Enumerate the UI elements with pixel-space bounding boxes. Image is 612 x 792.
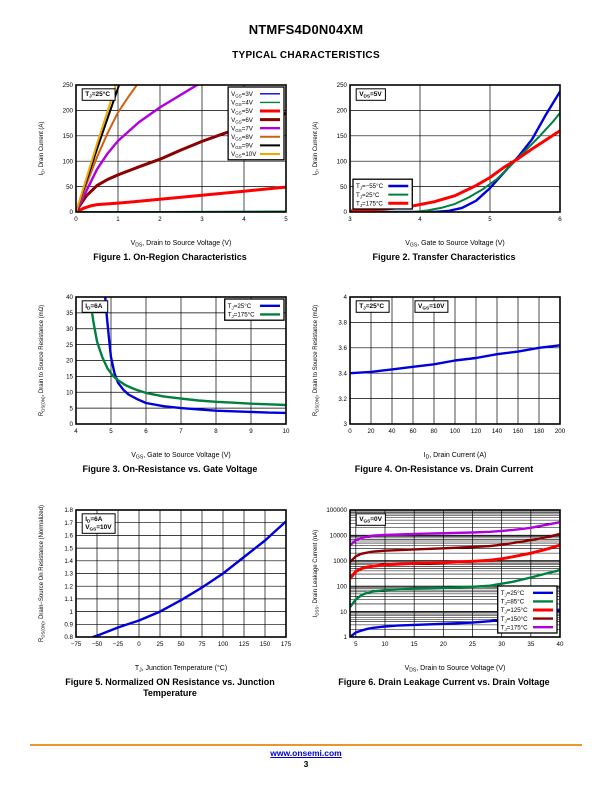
annotation-text: $V_{DS}=5V$ [359,90,382,99]
svg-text:TJ=175°C: $T_J=175^\circ C$ [227,311,255,320]
figure-6-caption: Figure 6. Drain Leakage Current vs. Drain Voltage [338,677,550,687]
svg-text:15: 15 [410,641,418,648]
svg-text:75: 75 [198,641,206,648]
svg-text:0: 0 [348,428,352,435]
svg-text:0: 0 [343,209,347,217]
svg-text:TJ=150°C: $T_J=150^\circ C$ [500,615,528,624]
svg-text:100000: 100000 [326,507,347,515]
svg-text:0.8: 0.8 [64,634,73,642]
series-VGS-10V [76,82,117,212]
figure-5-caption: Figure 5. Normalized ON Resistance vs. Junction Temperature [65,677,275,699]
svg-text:1.8: 1.8 [64,507,73,515]
svg-text:150: 150 [336,133,347,140]
svg-text:TJ=25°C: $T_J=25^\circ C$ [500,590,525,598]
svg-text:25: 25 [469,641,476,648]
y-axis-label: $R_{DS(ON)}$, Drain to Source Resistance (mΩ) [313,304,320,417]
figure-4-chart [310,290,570,460]
svg-text:50: 50 [177,641,185,648]
x-axis-label: $V_{GS}$, Gate to Source Voltage (V) [131,452,231,460]
svg-text:40: 40 [66,294,73,302]
legend [228,87,284,160]
svg-text:150: 150 [62,133,73,140]
x-axis-label: $V_{DS}$, Drain to Source Voltage (V) [404,665,506,673]
svg-text:100: 100 [336,583,347,591]
svg-text:35: 35 [66,310,73,318]
legend [498,586,557,633]
svg-text:6: 6 [558,216,562,223]
figure-1 [36,78,304,263]
svg-text:9: 9 [249,428,253,435]
svg-text:25: 25 [66,341,73,349]
x-axis-label: $V_{GS}$, Gate to Source Voltage (V) [405,240,505,248]
page-number: 3 [303,759,309,769]
page-title: NTMFS4D0N04XM [248,22,364,37]
figure-5-chart [36,503,296,673]
svg-text:3.8: 3.8 [338,319,347,327]
svg-text:4: 4 [343,294,347,302]
figure-4-caption: Figure 4. On-Resistance vs. Drain Current [354,464,534,474]
svg-text:15: 15 [66,373,73,381]
svg-text:150: 150 [259,641,271,648]
x-axis-label: $T_J$, Junction Temperature (°C) [134,665,228,673]
svg-text:1.5: 1.5 [64,545,73,553]
svg-text:3.6: 3.6 [338,345,347,352]
svg-text:VGS=10V: $V_{GS}=10V$ [231,151,257,159]
figure-6-chart [310,503,570,673]
svg-text:5: 5 [354,641,358,648]
svg-text:25: 25 [156,641,164,648]
annotation-text: $I_D=6A$ [85,515,103,524]
figure-6 [310,503,578,688]
svg-text:VGS=8V: $V_{GS}=8V$ [231,134,253,142]
svg-text:4: 4 [418,216,422,223]
svg-text:10: 10 [381,641,389,648]
svg-text:−75: −75 [70,641,82,648]
x-axis-label: $V_{DS}$, Drain to Source Voltage (V) [130,240,232,248]
svg-text:1: 1 [343,634,347,642]
y-axis-label: $I_{DSS}$, Drain Leakage Current (nA) [313,529,320,618]
svg-text:TJ=175°C: $T_J=175^\circ C$ [500,624,528,632]
svg-text:100: 100 [449,428,461,435]
svg-text:30: 30 [498,641,506,648]
annotation-text: $V_{GS}=0V$ [359,515,383,524]
svg-text:TJ=85°C: $T_J=85^\circ C$ [500,598,525,607]
svg-text:0: 0 [74,216,78,223]
annotation-text: $I_D=6A$ [85,302,103,311]
svg-text:20: 20 [439,641,447,648]
y-axis-label: $I_D$, Drain Current (A) [39,121,46,176]
figure-2-chart [310,78,570,248]
svg-text:20: 20 [66,357,73,365]
svg-text:250: 250 [336,82,347,90]
page-subtitle: TYPICAL CHARACTERISTICS [232,50,380,61]
series-VGS-7V [76,82,202,212]
svg-text:TJ=−55°C: $T_J=-55^\circ C$ [356,183,384,191]
svg-text:4: 4 [74,428,78,435]
svg-text:1: 1 [116,216,120,223]
svg-text:7: 7 [179,428,183,435]
svg-text:TJ=175°C: $T_J=175^\circ C$ [356,200,383,208]
legend [353,179,412,209]
svg-text:0: 0 [137,641,141,648]
svg-text:35: 35 [527,641,535,648]
annotation-text: $V_{GS}=10V$ [418,302,445,311]
y-axis-label: $I_D$, Drain Current (A) [313,121,320,176]
svg-text:8: 8 [214,428,218,435]
svg-text:3: 3 [200,216,204,223]
svg-text:1.7: 1.7 [64,519,73,527]
svg-text:10: 10 [282,428,290,435]
svg-text:160: 160 [512,428,524,435]
svg-text:6: 6 [144,428,148,435]
tick-labels [338,294,565,435]
svg-text:3: 3 [343,421,347,429]
svg-text:3: 3 [348,216,352,223]
figure-1-caption: Figure 1. On-Region Characteristics [93,252,247,262]
figure-2-caption: Figure 2. Transfer Characteristics [372,252,516,262]
svg-text:10000: 10000 [329,532,347,540]
svg-text:3.2: 3.2 [338,395,347,403]
svg-text:VGS=3V: $V_{GS}=3V$ [231,91,253,99]
figure-5 [36,503,304,700]
svg-text:100: 100 [62,158,73,166]
svg-text:1.4: 1.4 [64,558,73,565]
svg-text:40: 40 [388,428,396,435]
svg-text:0: 0 [69,421,73,429]
svg-text:TJ=25°C: $T_J=25^\circ C$ [227,303,252,311]
svg-text:30: 30 [66,325,73,333]
svg-text:200: 200 [336,107,347,115]
svg-text:0: 0 [69,209,73,217]
figure-3-chart [36,290,296,460]
svg-text:1.1: 1.1 [64,596,73,604]
svg-text:TJ=125°C: $T_J=125^\circ C$ [500,607,528,615]
svg-text:VGS=6V: $V_{GS}=6V$ [231,116,253,125]
svg-text:10: 10 [340,608,347,616]
series-VGS-5V [76,187,286,212]
svg-text:100: 100 [336,158,347,166]
svg-text:200: 200 [554,428,566,435]
svg-text:250: 250 [62,82,73,90]
svg-text:5: 5 [109,428,113,435]
figure-4 [310,290,578,475]
svg-text:120: 120 [470,428,482,435]
svg-text:−50: −50 [91,641,103,648]
svg-text:3.4: 3.4 [338,370,347,378]
series-normalized [93,521,286,637]
figure-3 [36,290,304,475]
svg-text:125: 125 [238,641,250,648]
svg-text:1000: 1000 [333,558,347,565]
figure-2 [310,78,578,263]
svg-text:100: 100 [217,641,229,648]
svg-text:5: 5 [69,405,73,413]
svg-text:VGS=4V: $V_{GS}=4V$ [231,99,253,108]
annotation-text: $V_{GS}=10V$ [85,523,112,532]
svg-text:5: 5 [284,216,288,223]
svg-text:200: 200 [62,107,73,115]
x-axis-label: $I_D$, Drain Current (A) [423,452,487,460]
svg-text:1.2: 1.2 [64,583,73,591]
svg-text:TJ=25°C: $T_J=25^\circ C$ [356,191,380,200]
series-group [93,521,286,637]
svg-text:50: 50 [340,183,347,191]
figure-3-caption: Figure 3. On-Resistance vs. Gate Voltage [82,464,258,474]
svg-text:5: 5 [488,216,492,223]
footer-rule [30,744,582,746]
svg-text:50: 50 [66,183,73,191]
svg-text:140: 140 [491,428,503,435]
svg-text:1: 1 [69,608,73,616]
svg-text:VGS=9V: $V_{GS}=9V$ [231,142,253,151]
annotation-text: $T_J=25^\circ C$ [359,302,385,311]
legend [225,299,284,320]
svg-text:VGS=5V: $V_{GS}=5V$ [231,108,253,116]
svg-text:VGS=7V: $V_{GS}=7V$ [231,125,253,133]
svg-text:180: 180 [533,428,545,435]
figure-1-chart [36,78,296,248]
annotation-text: $T_J=25^\circ C$ [85,90,111,99]
svg-text:80: 80 [430,428,438,435]
y-axis-label: $R_{DS(ON)}$, Drain to Source Resistance (mΩ) [39,304,46,417]
svg-text:−25: −25 [112,641,124,648]
svg-text:40: 40 [556,641,564,648]
svg-text:1.3: 1.3 [64,570,73,578]
svg-text:4: 4 [242,216,246,223]
svg-text:2: 2 [158,216,162,223]
onsemi-link[interactable]: www.onsemi.com [270,748,342,758]
y-axis-label: $R_{DS(ON)}$, Drain−Source On Resistance (Normalized) [39,505,46,642]
svg-text:20: 20 [367,428,375,435]
svg-text:175: 175 [280,641,292,648]
svg-text:10: 10 [66,389,73,397]
svg-text:0.9: 0.9 [64,621,73,629]
svg-text:1.6: 1.6 [64,532,73,540]
svg-text:60: 60 [409,428,417,435]
